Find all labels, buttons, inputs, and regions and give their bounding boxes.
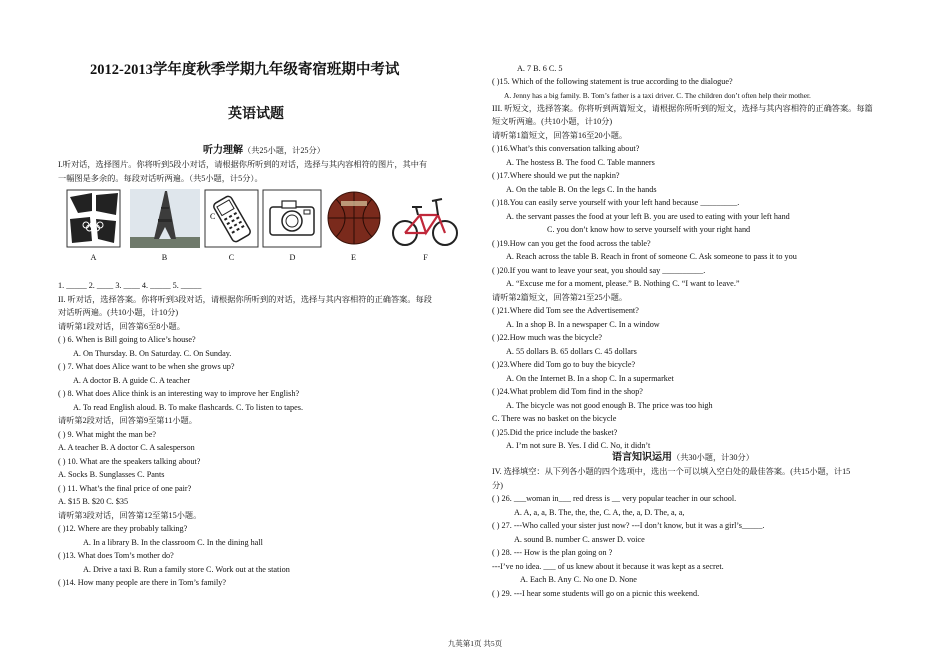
section-heading-note: （共30小题，计30分） <box>672 453 754 462</box>
answer-options: A. On the Internet B. In a shop C. In a supermarket <box>506 374 674 383</box>
answer-options: A. I’m not sure B. Yes. I did C. No, it didn’t <box>506 441 651 450</box>
answer-options: A. Jenny has a big family. B. Tom’s father is a taxi driver. C. The children don’t often help their mother. <box>504 91 811 100</box>
question-line: I.听对话，选择图片。你将听到5段小对话，请根据你所听到的对话，选择与其内容相符的图片，其中有 <box>58 160 428 169</box>
question-line: ( )13. What does Tom’s mother do? <box>58 551 174 560</box>
question-line: ( ) 11. What’s the final price of one pair? <box>58 484 192 493</box>
svg-text:C: C <box>210 212 216 221</box>
answer-options: A. The hostess B. The food C. Table manners <box>506 158 655 167</box>
answer-options: C. There was no basket on the bicycle <box>492 414 617 423</box>
page-footer: 九英第1页 共5页 <box>447 639 503 648</box>
answer-options: A. 7 B. 6 C. 5 <box>517 64 563 73</box>
question-line: ( )15. Which of the following statement is true according to the dialogue? <box>492 77 733 86</box>
answer-options: A. A doctor B. A guide C. A teacher <box>73 376 191 385</box>
image-label-e: E <box>350 253 356 262</box>
question-line: ( ) 10. What are the speakers talking about? <box>58 457 201 466</box>
question-line: 请听第3段对话，回答第12至第15小题。 <box>58 511 202 520</box>
answer-options: A. Reach across the table B. Reach in front of someone C. Ask someone to pass it to you <box>506 252 797 261</box>
mobile-phone-image <box>204 189 259 248</box>
question-line: ( )21.Where did Tom see the Advertisement? <box>492 306 639 315</box>
answer-options: A. The bicycle was not good enough B. The price was too high <box>506 401 713 410</box>
question-line: 请听第1段对话，回答第6至8小题。 <box>58 322 185 331</box>
question-line: ( )24.What problem did Tom find in the shop? <box>492 387 643 396</box>
eiffel-tower-image <box>130 189 200 248</box>
question-line: ( )19.How can you get the food across the table? <box>492 239 651 248</box>
question-line: 短文听两遍。(共10小题，计10分) <box>492 117 613 126</box>
answer-options: A. In a shop B. In a newspaper C. In a window <box>506 320 660 329</box>
section-heading-listening <box>203 146 325 156</box>
image-label-a: A <box>90 253 97 262</box>
question-line: ( )17.Where should we put the napkin? <box>492 171 620 180</box>
answer-options: A. Socks B. Sunglasses C. Pants <box>58 470 165 479</box>
image-label-d: D <box>289 253 296 262</box>
question-line: ( )18.You can easily serve yourself with your left hand because _________. <box>492 198 740 207</box>
question-line: ( )22.How much was the bicycle? <box>492 333 603 342</box>
question-line: ( ) 7. What does Alice want to be when she grows up? <box>58 362 235 371</box>
question-line: ( ) 8. What does Alice think is an interesting way to improve her English? <box>58 389 300 398</box>
question-line: ( )16.What’s this conversation talking about? <box>492 144 640 153</box>
image-label-f: F <box>423 253 428 262</box>
answer-options: A. On the table B. On the legs C. In the hands <box>506 185 657 194</box>
question-line: ( ) 29. ---I hear some students will go on a picnic this weekend. <box>492 589 700 598</box>
question-line: 请听第2篇短文，回答第21至25小题。 <box>492 293 628 302</box>
question-line: II. 听对话，选择答案。你将听到3段对话，请根据你所听到的对话，选择与其内容相符的正确答案。每段 <box>58 295 432 304</box>
question-line: ( )23.Where did Tom go to buy the bicycle? <box>492 360 636 369</box>
question-line: ( ) 6. When is Bill going to Alice’s house? <box>58 335 196 344</box>
question-line: ( )20.If you want to leave your seat, you should say __________. <box>492 266 706 275</box>
question-line: ( ) 28. --- How is the plan going on ? <box>492 548 613 557</box>
question-line: ( )12. Where are they probably talking? <box>58 524 188 533</box>
question-line: ( ) 9. What might the man be? <box>58 430 157 439</box>
question-line: III. 听短文，选择答案。你将听到两篇短文，请根据你所听到的短文，选择与其内容相符的正确答案。每篇 <box>492 104 873 113</box>
section-heading-text: 语言知识运用 <box>612 452 672 463</box>
answer-blanks: 1. _____ 2. ____ 3. ____ 4. _____ 5. _____ <box>58 281 202 290</box>
exam-title: 2012-2013学年度秋季学期九年级寄宿班期中考试 <box>90 62 400 78</box>
section-heading-note: （共25小题，计25分） <box>243 146 325 155</box>
question-line: ( ) 27. ---Who called your sister just now? ---I don’t know, but it was a girl’s_____. <box>492 521 765 530</box>
answer-options: A. Drive a taxi B. Run a family store C. Work out at the station <box>83 565 290 574</box>
answer-options: A. To read English aloud. B. To make flashcards. C. To listen to tapes. <box>73 403 303 412</box>
question-line: IV. 选择填空：从下列各小题的四个选项中，选出一个可以填入空白处的最佳答案。(共15小题，计15 <box>492 467 851 476</box>
question-line: ( ) 26. ___woman in___ red dress is __ very popular teacher in our school. <box>492 494 737 503</box>
camera-image <box>262 189 322 248</box>
answer-options: A. On Thursday. B. On Saturday. C. On Sunday. <box>73 349 232 358</box>
answer-options: A. the servant passes the food at your left B. you are used to eating with your left hand <box>506 212 790 221</box>
answer-options: A. 55 dollars B. 65 dollars C. 45 dollars <box>506 347 637 356</box>
question-line: 分) <box>492 481 503 490</box>
answer-options: A. sound B. number C. answer D. voice <box>514 535 645 544</box>
question-line: ( )14. How many people are there in Tom’s family? <box>58 578 226 587</box>
answer-options: A. “Excuse me for a moment, please.” B. Nothing C. “I want to leave.” <box>506 279 740 288</box>
section-heading-knowledge <box>612 453 754 463</box>
basketball-image <box>326 189 382 248</box>
question-line: 一幅图是多余的。每段对话听两遍。（共5小题，计5分）。 <box>58 174 263 183</box>
answer-options: A. A, a, a, B. The, the, the, C. A, the, a, D. The, a, a, <box>514 508 685 517</box>
question-line: ( )25.Did the price include the basket? <box>492 428 618 437</box>
question-line: 请听第2段对话，回答第9至第11小题。 <box>58 416 197 425</box>
question-line: 请听第1篇短文，回答第16至20小题。 <box>492 131 628 140</box>
answer-options: C. you don’t know how to serve yourself with your right hand <box>547 225 751 234</box>
olympic-logo-image <box>66 189 121 248</box>
section-heading-text: 听力理解 <box>203 145 243 156</box>
question-line: ---I’ve no idea. ___ of us knew about it because it was kept as a secret. <box>492 562 724 571</box>
answer-options: A. A teacher B. A doctor C. A salesperson <box>58 443 195 452</box>
image-label-c: C <box>228 253 235 262</box>
answer-options: A. In a library B. In the classroom C. In the dining hall <box>83 538 263 547</box>
exam-subtitle: 英语试题 <box>228 107 284 122</box>
answer-options: A. $15 B. $20 C. $35 <box>58 497 129 506</box>
bicycle-image <box>390 189 460 248</box>
image-label-b: B <box>161 253 168 262</box>
question-line: 对话听两遍。(共10小题，计10分) <box>58 308 179 317</box>
answer-options: A. Each B. Any C. No one D. None <box>520 575 637 584</box>
